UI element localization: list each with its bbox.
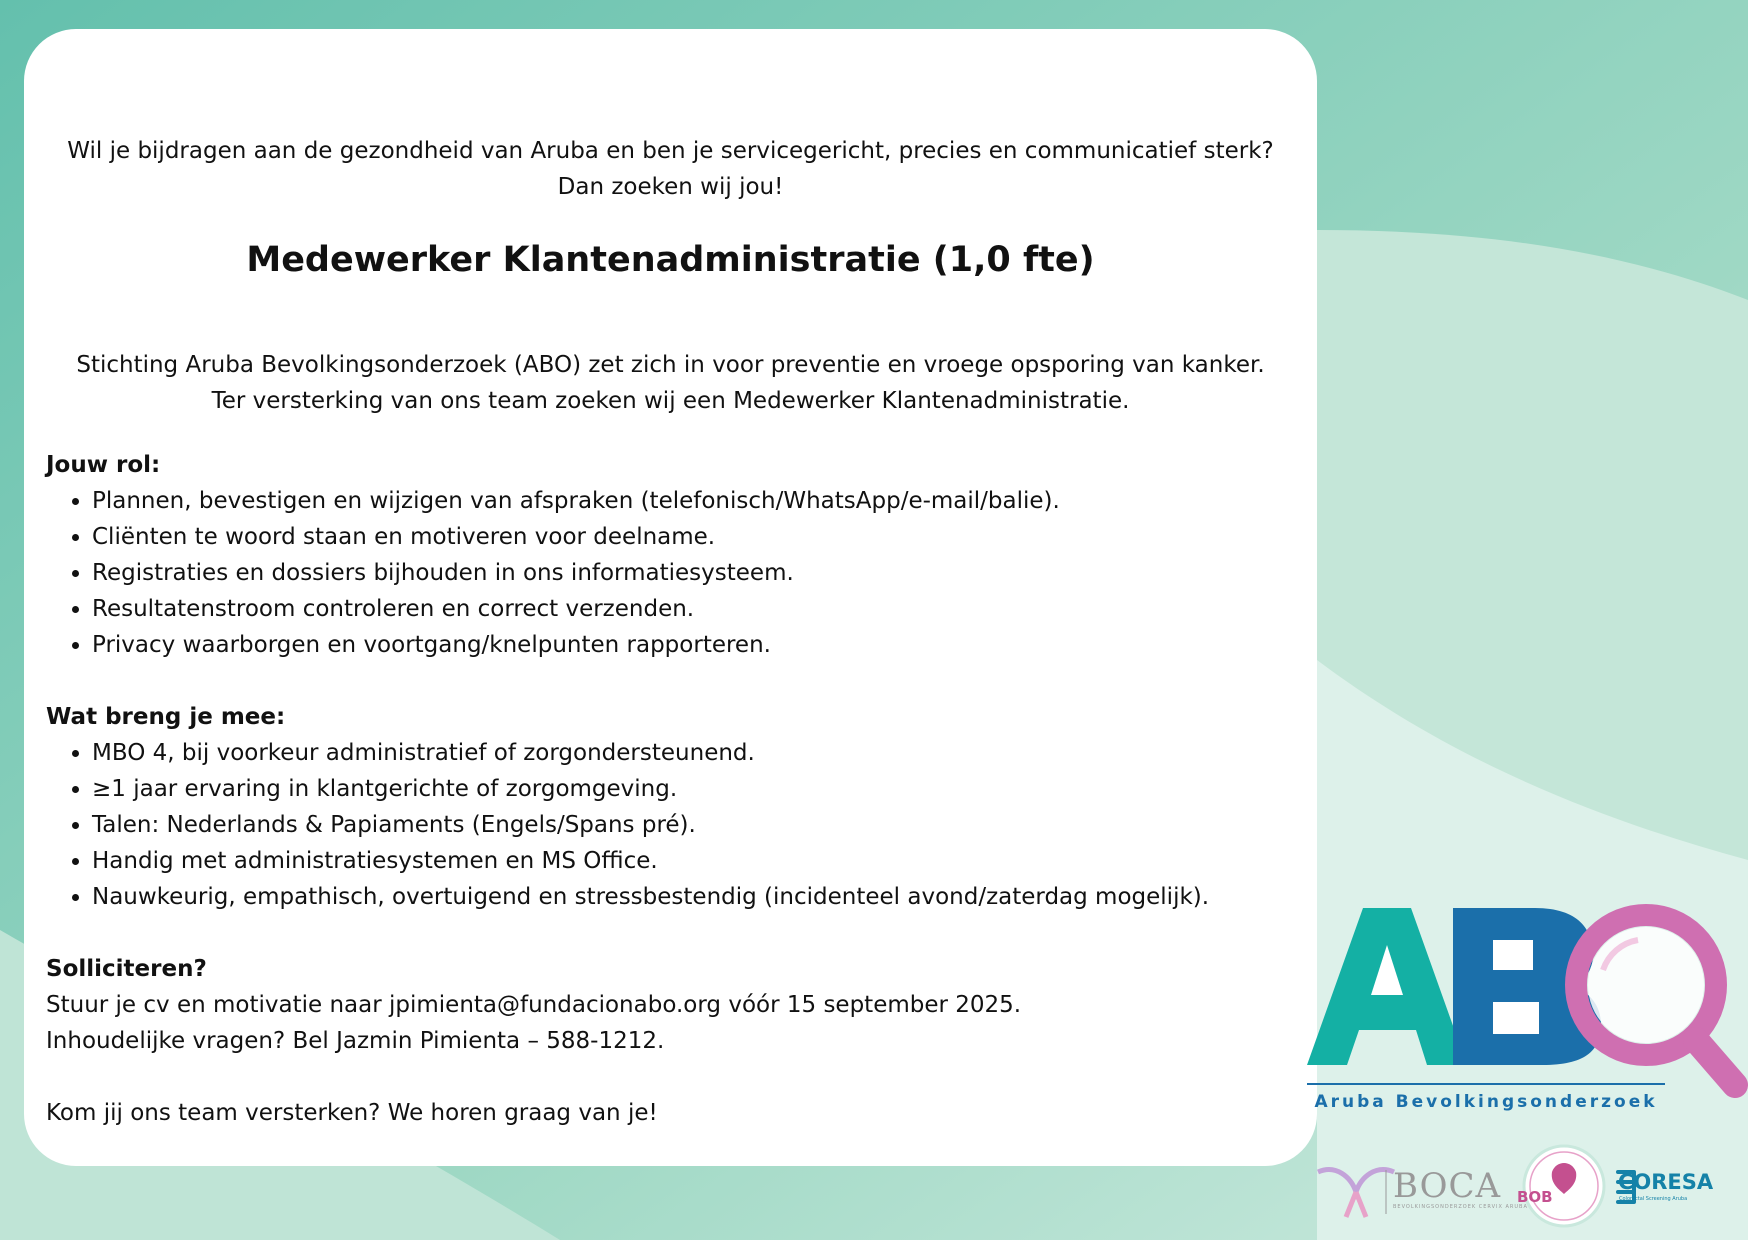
- apply-line-1: Stuur je cv en motivatie naar jpimienta@fundacionabo.org vóór 15 september 2025.: [46, 992, 1022, 1018]
- apply-section: [46, 951, 1296, 1059]
- bob-badge-icon: [1524, 1146, 1604, 1226]
- requirements-section: [46, 699, 1296, 915]
- apply-heading: Solliciteren?: [46, 956, 207, 982]
- job-title: Medewerker Klantenadministratie (1,0 fte): [246, 240, 1095, 280]
- boca-ribbon-icon: [1318, 1170, 1394, 1217]
- list-item: • Cliënten te woord staan en motiveren voor deelname.: [92, 519, 1296, 555]
- list-item: • Nauwkeurig, empathisch, overtuigend en stressbestendig (incidenteel avond/zaterdag mogelijk).: [92, 879, 1296, 915]
- list-item: • ≥1 jaar ervaring in klantgerichte of zorgomgeving.: [92, 771, 1296, 807]
- description-line-1: Stichting Aruba Bevolkingsonderzoek (ABO) zet zich in voor preventie en vroege opsporing van kanker.: [76, 352, 1265, 378]
- boca-logo-text: BOCA: [1393, 1166, 1502, 1206]
- content-card: [24, 29, 1317, 1166]
- coresa-logo-text: CORESA: [1618, 1170, 1714, 1194]
- closing-text: Kom jij ons team versterken? We horen graag van je!: [46, 1100, 658, 1126]
- logo-divider: [1307, 1083, 1665, 1085]
- list-item: • MBO 4, bij voorkeur administratief of zorgondersteunend.: [92, 735, 1296, 771]
- intro-line-1: Wil je bijdragen aan de gezondheid van Aruba en ben je servicegericht, precies en communicatief sterk?: [67, 138, 1274, 164]
- list-item: • Handig met administratiesystemen en MS Office.: [92, 843, 1296, 879]
- apply-line-2: Inhoudelijke vragen? Bel Jazmin Pimienta – 588-1212.: [46, 1028, 665, 1054]
- role-heading: Jouw rol:: [46, 452, 161, 478]
- role-list: [46, 483, 1296, 663]
- intro-line-2: Dan zoeken wij jou!: [557, 174, 784, 200]
- closing-section: [46, 1095, 1296, 1131]
- organization-description: [24, 347, 1317, 419]
- bob-logo-text: BOB: [1517, 1188, 1553, 1206]
- boca-logo-subtitle: BEVOLKINGSONDERZOEK CERVIX ARUBA: [1393, 1204, 1528, 1210]
- list-item: • Registraties en dossiers bijhouden in ons informatiesysteem.: [92, 555, 1296, 591]
- role-section: [46, 447, 1296, 663]
- list-item: • Plannen, bevestigen en wijzigen van afspraken (telefonisch/WhatsApp/e-mail/balie).: [92, 483, 1296, 519]
- list-item: • Talen: Nederlands & Papiaments (Engels/Spans pré).: [92, 807, 1296, 843]
- list-item: • Resultatenstroom controleren en correct verzenden.: [92, 591, 1296, 627]
- requirements-list: [46, 735, 1296, 915]
- requirements-heading: Wat breng je mee:: [46, 704, 286, 730]
- abo-magnifier-logo: [1303, 900, 1748, 1120]
- intro-text: [24, 133, 1317, 205]
- coresa-logo-subtitle: Colorectal Screening Aruba: [1619, 1196, 1688, 1202]
- logo-tagline: Aruba Bevolkingsonderzoek: [1314, 1092, 1658, 1112]
- list-item: • Privacy waarborgen en voortgang/knelpunten rapporteren.: [92, 627, 1296, 663]
- description-line-2: Ter versterking van ons team zoeken wij een Medewerker Klantenadministratie.: [211, 388, 1130, 414]
